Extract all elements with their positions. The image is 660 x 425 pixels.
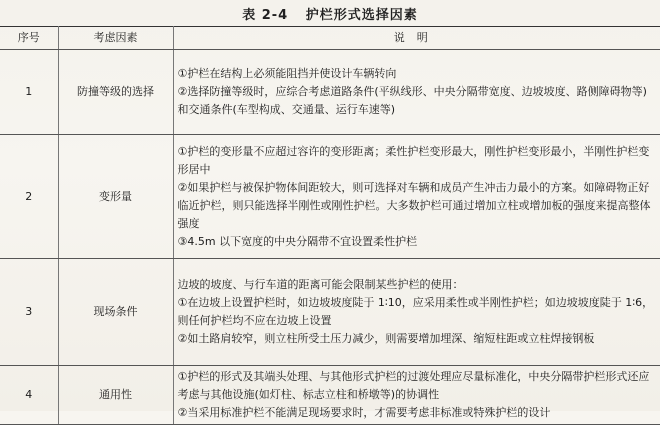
row-factor: 变形量 bbox=[58, 135, 173, 259]
description-line: 边坡的坡度、与行车道的距离可能会限制某些护栏的使用： bbox=[177, 278, 464, 291]
row-factor: 现场条件 bbox=[58, 259, 173, 366]
row-index: 3 bbox=[0, 259, 58, 366]
table-row bbox=[0, 366, 660, 425]
table-row bbox=[0, 135, 660, 259]
header-factor: 考虑因素 bbox=[58, 27, 173, 50]
row-description bbox=[173, 259, 660, 366]
row-description bbox=[173, 135, 660, 259]
row-description bbox=[173, 366, 660, 425]
table-header-row bbox=[0, 27, 660, 50]
guardrail-factor-table bbox=[0, 26, 660, 425]
row-factor: 防撞等级的选择 bbox=[58, 50, 173, 135]
description-line: ①护栏的变形量不应超过容许的变形距离；柔性护栏变形最大，刚性护栏变形最小，半刚性护栏变形居中 bbox=[177, 144, 650, 176]
description-line: ②如土路肩较窄，则立柱所受土压力减少，则需要增加埋深、缩短柱距或立柱焊接钢板 bbox=[177, 332, 595, 345]
table-number: 表 2-4 bbox=[242, 8, 289, 23]
row-index: 4 bbox=[0, 366, 58, 425]
description-line: ②如果护栏与被保护物体间距较大，则可选择对车辆和成员产生冲击力最小的方案。如障碍物正好临近护栏，则只能选择半刚性或刚性护栏。大多数护栏可通过增加立柱或增加板的强度来提高整体强度 bbox=[177, 180, 651, 230]
description-line: ①护栏在结构上必须能阻挡并使设计车辆转向 bbox=[177, 67, 397, 80]
row-index: 1 bbox=[0, 50, 58, 135]
description-line: ②选择防撞等级时，应综合考虑道路条件(平纵线形、中央分隔带宽度、边坡坡度、路侧障碍物等)和交通条件(车型构成、交通量、运行车速等) bbox=[177, 85, 647, 116]
row-index: 2 bbox=[0, 135, 58, 259]
description-line: ②当采用标准护栏不能满足现场要求时，才需要考虑非标准或特殊护栏的设计 bbox=[177, 406, 551, 419]
header-index: 序号 bbox=[0, 27, 58, 50]
table-row bbox=[0, 50, 660, 135]
description-line: ①在边坡上设置护栏时，如边坡坡度陡于 1∶10，应采用柔性或半刚性护栏；如边坡坡度陡于 1∶6，则任何护栏均不应在边坡上设置 bbox=[177, 296, 654, 327]
row-factor: 通用性 bbox=[58, 366, 173, 425]
row-description bbox=[173, 50, 660, 135]
table-row bbox=[0, 259, 660, 366]
description-line: ①护栏的形式及其端头处理、与其他形式护栏的过渡处理应尽量标准化，中央分隔带护栏形式还应考虑与其他设施(如灯柱、标志立柱和桥墩等)的协调性 bbox=[177, 370, 650, 401]
header-description: 说明 bbox=[173, 27, 660, 50]
table-caption bbox=[0, 4, 660, 23]
description-line: ③4.5m 以下宽度的中央分隔带不宜设置柔性护栏 bbox=[177, 234, 418, 248]
table-title: 护栏形式选择因素 bbox=[305, 8, 418, 23]
